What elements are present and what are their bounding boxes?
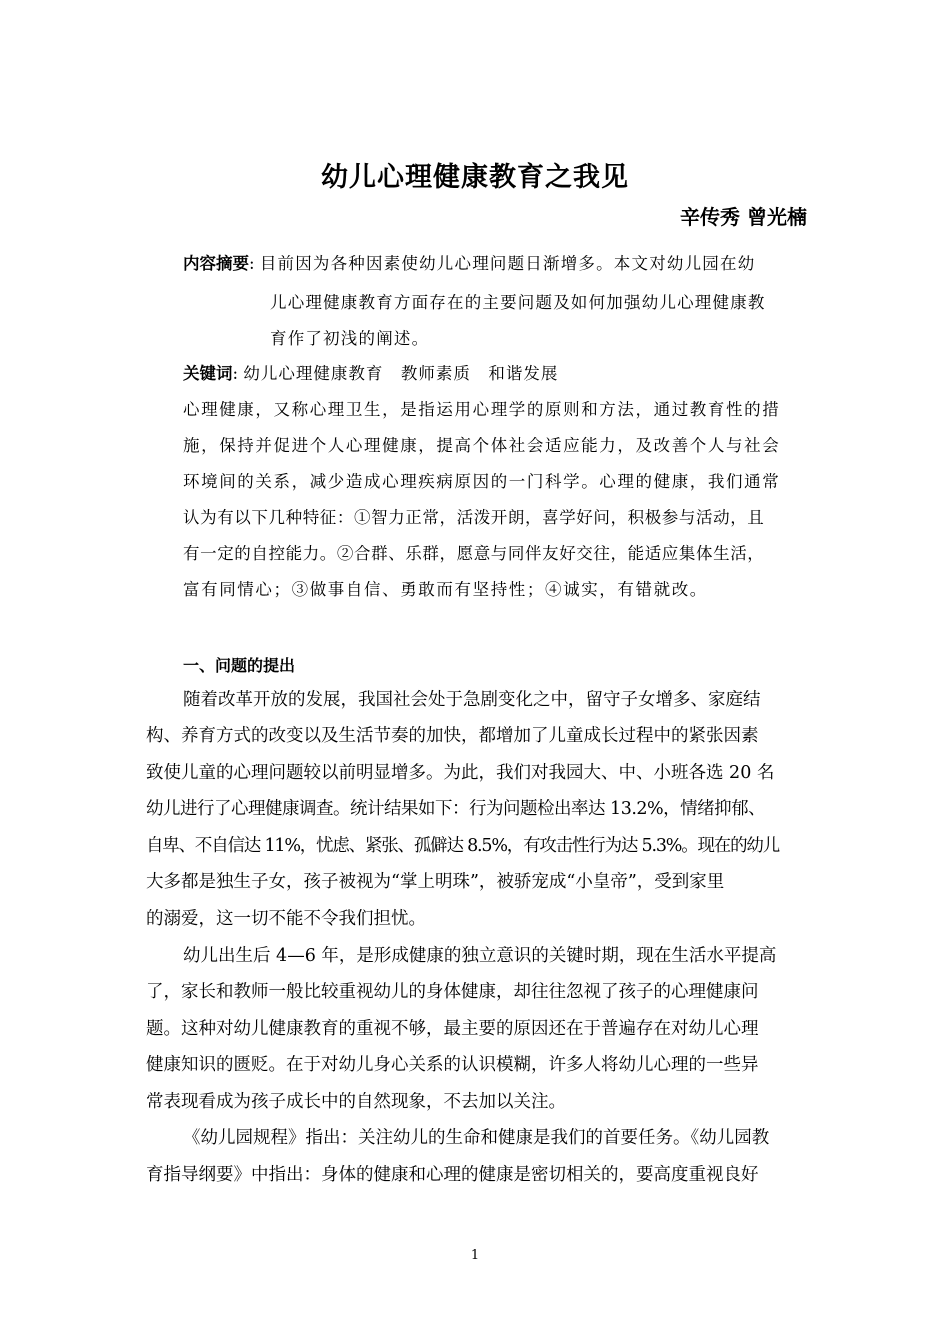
intro-line: 心理健康，又称心理卫生，是指运用心理学的原则和方法，通过教育性的措 — [183, 400, 781, 419]
intro-line: 环境间的关系，减少造成心理疾病原因的一门科学。心理的健康，我们通常 — [183, 472, 781, 491]
section-heading: 一、问题的提出 — [183, 656, 296, 675]
paragraph-line: 幼儿进行了心理健康调查。统计结果如下：行为问题检出率达 13.2%，情绪抑郁、 — [146, 799, 766, 819]
paragraph-line: 自卑、不自信达 11%，忧虑、紧张、孤僻达 8.5%，有攻击性行为达 5.3%。现在的幼儿 — [146, 836, 780, 856]
intro-line: 有一定的自控能力。②合群、乐群，愿意与同伴友好交往，能适应集体生活， — [183, 544, 765, 563]
keywords-label: 关键词 — [183, 364, 233, 383]
abstract-line-2: 儿心理健康教育方面存在的主要问题及如何加强幼儿心理健康教 — [270, 293, 766, 312]
keywords-line — [183, 360, 558, 384]
paragraph-line: 随着改革开放的发展，我国社会处于急剧变化之中，留守子女增多、家庭结 — [183, 690, 761, 710]
paragraph-line: 《幼儿园规程》指出：关注幼儿的生命和健康是我们的首要任务。《幼儿园教 — [183, 1128, 770, 1148]
paragraph-line: 的溺爱，这一切不能不令我们担忧。 — [146, 909, 426, 929]
intro-line: 施，保持并促进个人心理健康，提高个体社会适应能力，及改善个人与社会 — [183, 436, 781, 455]
authors: 辛传秀 曾光楠 — [680, 205, 807, 229]
abstract-line-3: 育作了初浅的阐述。 — [270, 329, 430, 348]
abstract-label: 内容摘要 — [183, 254, 249, 273]
document-title: 幼儿心理健康教育之我见 — [321, 162, 629, 193]
abstract-text: 目前因为各种因素使幼儿心理问题日渐增多。本文对幼儿园在幼 — [259, 254, 756, 273]
abstract-sep: : — [249, 254, 255, 273]
paragraph-line: 育指导纲要》中指出：身体的健康和心理的健康是密切相关的，要高度重视良好 — [146, 1165, 759, 1185]
paragraph-line: 健康知识的匮贬。在于对幼儿身心关系的认识模糊，许多人将幼儿心理的一些异 — [146, 1055, 759, 1075]
paragraph-line: 题。这种对幼儿健康教育的重视不够，最主要的原因还在于普遍存在对幼儿心理 — [146, 1019, 759, 1039]
paragraph-line: 构、养育方式的改变以及生活节奏的加快，都增加了儿童成长过程中的紧张因素 — [146, 726, 759, 746]
page-number: 1 — [470, 1248, 480, 1263]
intro-line: 富有同情心；③做事自信、勇敢而有坚持性；④诚实，有错就改。 — [183, 580, 708, 599]
paragraph-line: 致使儿童的心理问题较以前明显增多。为此，我们对我园大、中、小班各选 20 名 — [146, 763, 775, 783]
intro-line: 认为有以下几种特征：①智力正常，活泼开朗，喜学好问，积极参与活动，且 — [183, 508, 765, 527]
paragraph-line: 了，家长和教师一般比较重视幼儿的身体健康，却往往忽视了孩子的心理健康问 — [146, 982, 759, 1002]
keywords-text: 幼儿心理健康教育 教师素质 和谐发展 — [243, 364, 559, 383]
paragraph-line: 大多都是独生子女，孩子被视为“掌上明珠”，被骄宠成“小皇帝”，受到家里 — [146, 872, 725, 892]
abstract-line-1 — [183, 250, 755, 274]
keywords-sep: : — [232, 364, 239, 383]
paragraph-line: 幼儿出生后 4—6 年，是形成健康的独立意识的关键时期，现在生活水平提高 — [183, 946, 777, 966]
paragraph-line: 常表现看成为孩子成长中的自然现象，不去加以关注。 — [146, 1092, 566, 1112]
